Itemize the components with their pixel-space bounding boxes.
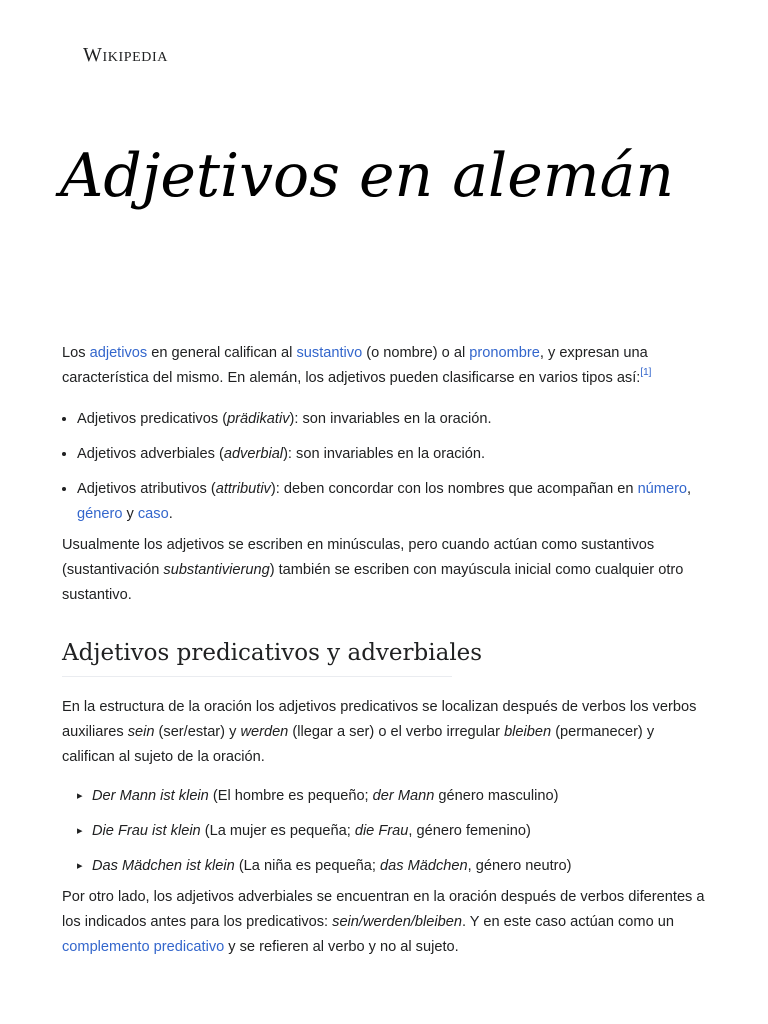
predicative-paragraph: En la estructura de la oración los adjetivos predicativos se localizan después de verbos los verbos auxiliares sein (ser/estar) y werden (llegar a ser) o el verbo irregular bleiben (permanecer) y califican al sujeto de la oración. (62, 699, 697, 765)
page-title: Adjetivos en alemán (60, 141, 675, 211)
intro-paragraph: Los adjetivos en general califican al sustantivo (o nombre) o al pronombre, y expresan una característica del mismo. En alemán, los adjetivos pueden clasificarse en varios tipos así:[1] (62, 345, 652, 386)
link-adjetivos[interactable]: adjetivos (89, 345, 148, 361)
link-pronombre[interactable]: pronombre (469, 345, 540, 361)
wikipedia-logo[interactable] (83, 44, 168, 67)
link-sustantivo[interactable]: sustantivo (296, 345, 363, 361)
link-complemento-predicativo[interactable]: complemento predicativo (62, 939, 225, 955)
list-item: ▸ Die Frau ist klein (La mujer es pequeña; die Frau, género femenino) (77, 819, 708, 844)
adverbial-paragraph: Por otro lado, los adjetivos adverbiales se encuentran en la oración después de verbos diferentes a los indicados antes para los predicativos: sein/werden/bleiben. Y en este caso actúan como un complemento predicativo y se refieren al verbo y no al sujeto. (62, 889, 705, 955)
link-genero[interactable]: género (77, 506, 123, 522)
link-numero[interactable]: número (637, 481, 688, 497)
article-body (62, 341, 708, 966)
list-item: • Adjetivos adverbiales (adverbial): son invariables en la oración. (77, 442, 708, 467)
list-item: ▸ Der Mann ist klein (El hombre es pequeño; der Mann género masculino) (77, 784, 708, 809)
section-heading-predicativos: Adjetivos predicativos y adverbiales (62, 638, 452, 677)
wikipedia-wordmark: Wikipedia (83, 44, 168, 66)
examples-list (62, 784, 708, 879)
list-item: • Adjetivos atributivos (attributiv): deben concordar con los nombres que acompañan en número, género y caso. (77, 477, 708, 527)
reference-link[interactable]: [1] (640, 367, 652, 378)
capitalization-paragraph: Usualmente los adjetivos se escriben en minúsculas, pero cuando actúan como sustantivos (sustantivación substantivierung) también se escriben con mayúscula inicial como cualquier otro sustantivo. (62, 537, 684, 603)
link-caso[interactable]: caso (137, 506, 169, 522)
list-item: • Adjetivos predicativos (prädikativ): son invariables en la oración. (77, 407, 708, 432)
adjective-types-list (62, 407, 708, 527)
list-item: ▸ Das Mädchen ist klein (La niña es pequeña; das Mädchen, género neutro) (77, 854, 708, 879)
